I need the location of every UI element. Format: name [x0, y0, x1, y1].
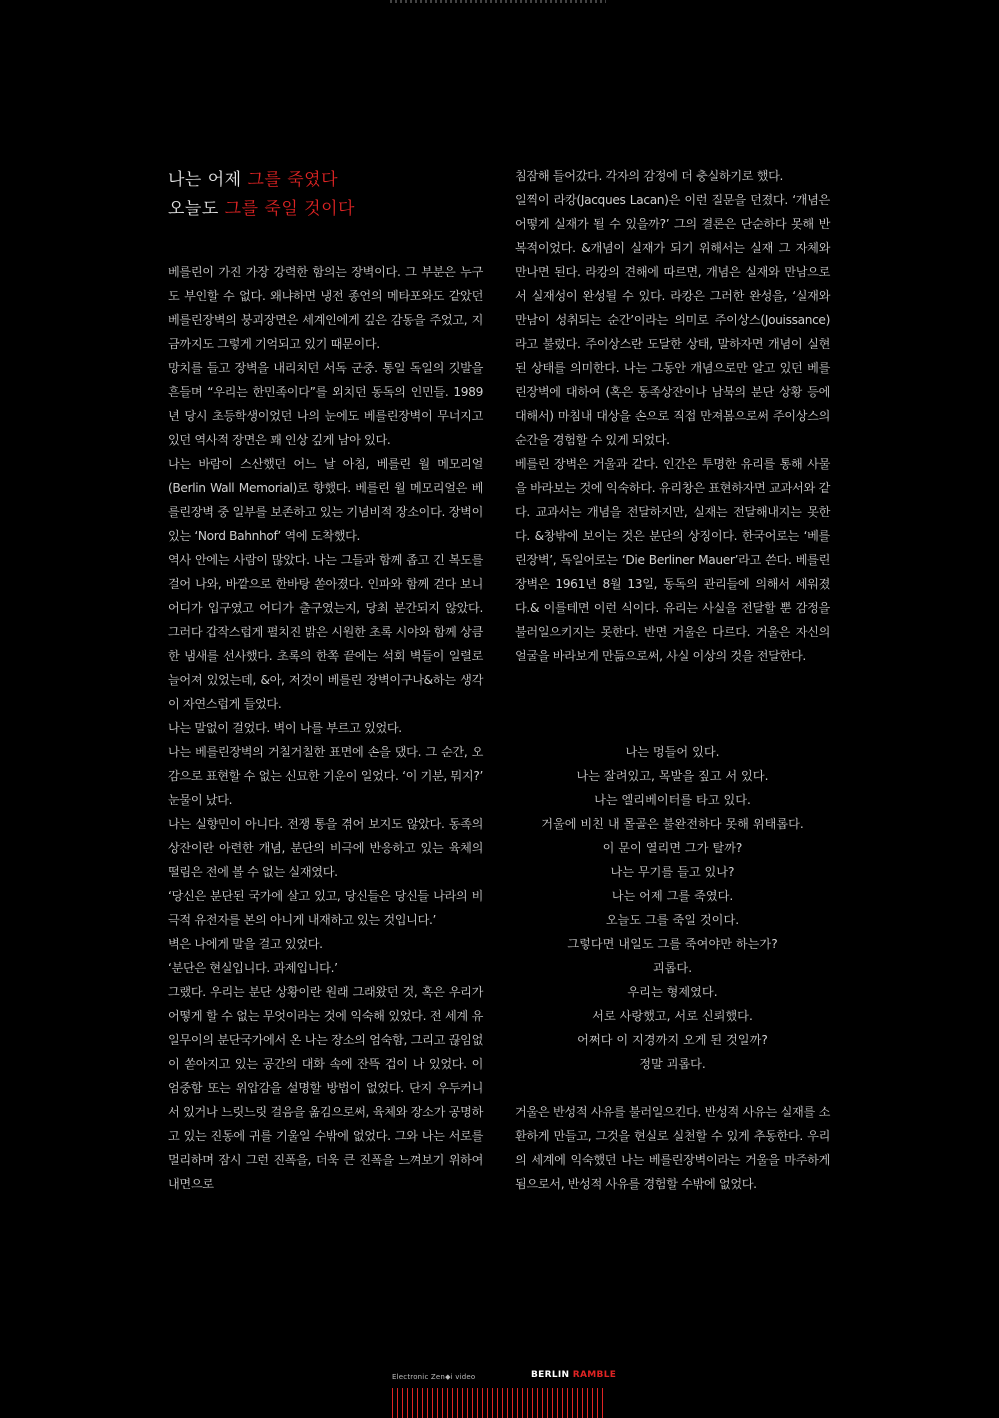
poem-line: 어쩌다 이 지경까지 오게 된 것일까?: [577, 1033, 768, 1047]
title-line-1: [168, 166, 355, 195]
paragraph: 베를린 장벽은 거울과 같다. 인간은 투명한 유리를 통해 사물을 바라보는 것에 익숙하다. 유리창은 표현하자면 교과서와 같다. 교과서는 개념을 전달하지만, 실재는 전달해내지는 못한다. &창밖에 보이는 것은 분단의 상징이다. 한국어로는 ‘베를린장벽’, 독일어로는 ‘Die Berliner Mauer’라고 쓴다. 베를린장벽은 1961년 8월 13일, 동독의 관리들에 의해서 세워졌다.& 이를테면 이런 식이다. 유리는 사실을 전달할 뿐 감정을 불러일으키지는 못한다. 반면 거울은 다르다. 거울은 자신의 얼굴을 바라보게 만듦으로써, 사실 이상의 것을 전달한다.: [515, 457, 830, 663]
page-title: [168, 166, 355, 224]
title-accent: 그를 죽일 것이다: [224, 199, 355, 219]
poem-line: 나는 어제 그를 죽였다.: [611, 889, 734, 903]
paragraph: 역사 안에는 사람이 많았다. 나는 그들과 함께 좁고 긴 복도를 걸어 나와, 바깥으로 한바탕 쏟아졌다. 인파와 함께 걷다 보니 어디가 입구였고 어디가 출구였는지, 당최 분간되지 않았다. 그러다 갑작스럽게 펼치진 밝은 시원한 초록 시야와 함께 상큼한 냄새를 선사했다. 초록의 한쪽 끝에는 석회 벽들이 일렬로 늘어져 있었는데, &아, 저것이 베를린 장벽이구나&하는 생각이 자연스럽게 들었다.: [168, 553, 483, 711]
brand-accent: RAMBLE: [572, 1370, 617, 1380]
poem-line: 거울에 비친 내 몰골은 불완전하다 못해 위태롭다.: [541, 817, 804, 831]
poem-line: 서로 사랑했고, 서로 신뢰했다.: [592, 1009, 753, 1023]
poem-line: 오늘도 그를 죽일 것이다.: [605, 913, 740, 927]
paragraph: 망치를 들고 장벽을 내리치던 서독 군중. 통일 독일의 깃발을 흔들며 “우리는 한민족이다”를 외치던 동독의 인민들. 1989년 당시 초등학생이었던 나의 눈에도 베를린장벽이 무너지고 있던 역사적 장면은 꽤 인상 깊게 남아 있다.: [168, 361, 483, 447]
paragraph: 침잠해 들어갔다. 각자의 감정에 더 충실하기로 했다.: [515, 169, 784, 183]
closing-paragraph: [515, 1100, 830, 1196]
poem-line: 이 문이 열리면 그가 탈까?: [602, 841, 743, 855]
poem-line: 나는 무기를 들고 있나?: [610, 865, 735, 879]
title-text: 오늘도: [168, 199, 225, 219]
paragraph: 그랬다. 우리는 분단 상황이란 원래 그래왔던 것, 혹은 우리가 어떻게 할 수 없는 무엇이라는 것에 익숙해 있었다. 전 세계 유일무이의 분단국가에서 온 나는 장소의 엄숙함, 그리고 끊임없이 쏟아지고 있는 공간의 대화 속에 잔뜩 겁이 나 있었다. 이 엄중함 또는 위압감을 설명할 방법이 없었다. 단지 우두커니 서 있거나 느릿느릿 걸음을 옮김으로써, 육체와 장소가 공명하고 있는 진동에 귀를 기울일 수밖에 없었다. 그와 나는 서로를 멀리하며 잠시 그런 진폭을, 더욱 큰 진폭을 느껴보기 위하여 내면으로: [168, 985, 483, 1191]
paragraph: ‘분단은 현실입니다. 과제입니다.’: [168, 961, 338, 975]
paragraph: 벽은 나에게 말을 걸고 있었다.: [168, 937, 323, 951]
poem-line: 정말 괴롭다.: [639, 1057, 706, 1071]
title-accent: 그를 죽였다: [247, 170, 339, 190]
footer-brand: [531, 1370, 616, 1380]
paragraph: 나는 바람이 스산했던 어느 날 아침, 베를린 월 메모리얼(Berlin Wall Memorial)로 향했다. 베를린 월 메모리얼은 베를린장벽 중 일부를 보존하고 있는 기념비적 장소이다. 장벽이 있는 ‘Nord Bahnhof’ 역에 도착했다.: [168, 457, 483, 543]
paragraph: 일찍이 라캉(Jacques Lacan)은 이런 질문을 던졌다. ‘개념은 어떻게 실재가 될 수 있을까?’ 그의 결론은 단순하다 못해 반복적이었다. &개념이 실재가 되기 위해서는 실재 그 자체와 만나면 된다. 라캉의 견해에 따르면, 개념은 실재와 만남으로서 실재성이 완성될 수 있다. 라캉은 그러한 완성을, ‘실재와 만남이 성취되는 순간’이라는 의미로 주이상스(Jouissance)라고 불렀다. 주이상스란 도달한 상태, 말하자면 개념이 실현된 상태를 의미한다. 나는 그동안 개념으로만 알고 있던 베를린장벽에 대하여 (혹은 동족상잔이나 남북의 분단 상황 등에 대해서) 마침내 대상을 손으로 직접 만져봄으로써 주이상스의 순간을 경험할 수 있게 되었다.: [515, 193, 830, 447]
left-column: [168, 260, 483, 1196]
title-line-2: [168, 195, 355, 224]
poem-line: 그렇다면 내일도 그를 죽여야만 하는가?: [567, 937, 778, 951]
barcode-decoration: [392, 1388, 607, 1418]
paragraph: 나는 말없이 걸었다. 벽이 나를 부르고 있었다.: [168, 721, 402, 735]
poem-line: 우리는 형제였다.: [627, 985, 718, 999]
poem-line: 나는 멍들어 있다.: [625, 745, 720, 759]
poem-line: 나는 잘려있고, 목발을 짚고 서 있다.: [576, 769, 769, 783]
paragraph: 베를린이 가진 가장 강력한 함의는 장벽이다. 그 부분은 누구도 부인할 수 없다. 왜냐하면 냉전 종언의 메타포와도 같았던 베를린장벽의 붕괴장면은 세계인에게 깊은 감동을 주었고, 지금까지도 그렇게 기억되고 있기 때문이다.: [168, 265, 483, 351]
right-column: [515, 164, 830, 668]
title-text: 나는 어제: [168, 170, 248, 190]
top-decoration: [390, 0, 606, 3]
brand-text: BERLIN: [531, 1370, 573, 1380]
paragraph: 나는 실향민이 아니다. 전쟁 통을 겪어 보지도 않았다. 동족의 상잔이란 아련한 개념, 분단의 비극에 반응하고 있는 육체의 떨림은 전에 볼 수 없는 실재였다.: [168, 817, 483, 879]
poem-line: 괴롭다.: [652, 961, 693, 975]
paragraph: 거울은 반성적 사유를 불러일으킨다. 반성적 사유는 실재를 소환하게 만들고, 그것을 현실로 실천할 수 있게 추동한다. 우리의 세계에 익숙했던 나는 베를린장벽이라는 거울을 마주하게 됨으로서, 반성적 사유를 경험할 수밖에 없었다.: [515, 1105, 830, 1191]
paragraph: ‘당신은 분단된 국가에 살고 있고, 당신들은 당신들 나라의 비극적 유전자를 본의 아니게 내재하고 있는 것입니다.’: [168, 889, 483, 927]
poem: [515, 740, 830, 1076]
paragraph: 나는 베를린장벽의 거칠거칠한 표면에 손을 댔다. 그 순간, 오감으로 표현할 수 없는 신묘한 기운이 일었다. ‘이 기분, 뭐지?’ 눈물이 났다.: [168, 745, 483, 807]
poem-line: 나는 엘리베이터를 타고 있다.: [594, 793, 751, 807]
footer-credit: Electronic Zen◆i video: [392, 1373, 476, 1381]
